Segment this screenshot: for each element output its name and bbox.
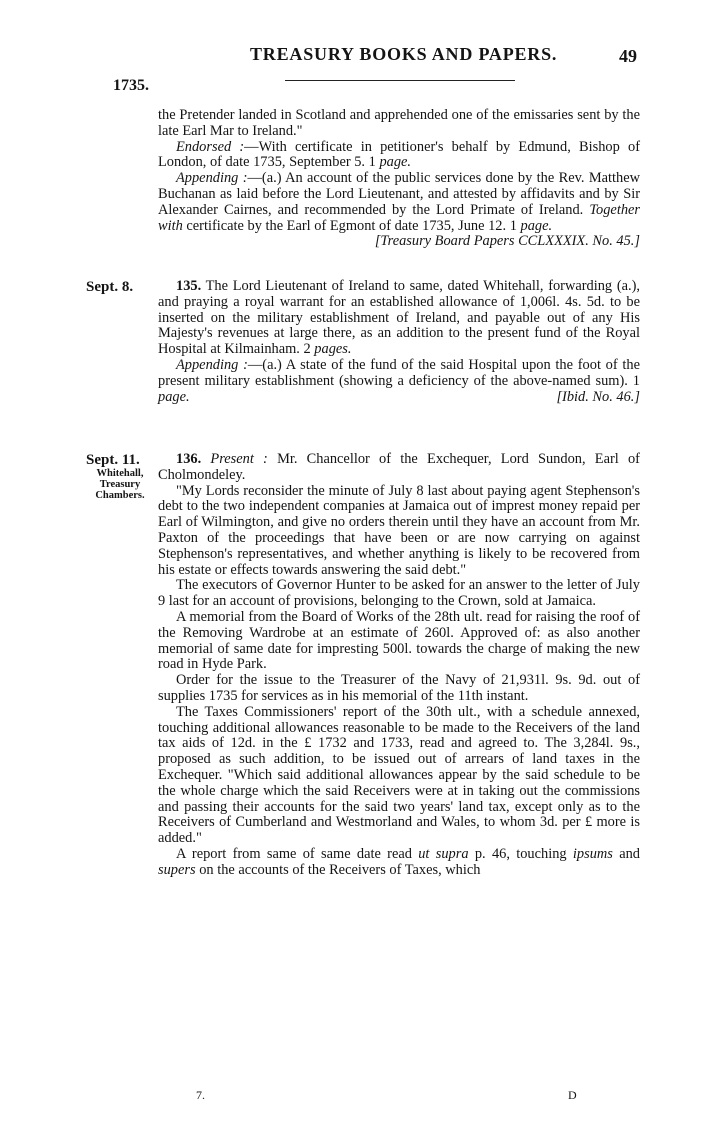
continuation-paragraph: the Pretender landed in Scotland and apprehended one of the emissaries sent by the late Earl Mar to Ireland." (158, 107, 640, 139)
appending-text-135: —(a.) A state of the fund of the said Hospital upon the foot of the present military establishment (showing a deficiency of the above-named sum). 1 (158, 356, 640, 389)
ipsums: ipsums (572, 845, 613, 862)
margin-date-sept-11: Sept. 11. (86, 452, 140, 468)
header-rule (285, 80, 515, 81)
entry-135-appending (158, 358, 640, 405)
appending-text-a: —(a.) An account of the public services done by the Rev. Matthew Buchanan as laid before the Lord Lieutenant, and attested by affidavits and by Sir Alexander Cairnes, and recommended by the Lord Primate of Ireland. (158, 170, 640, 218)
margin-year: 1735. (113, 77, 149, 94)
minute-hunter: The executors of Governor Hunter to be asked for an answer to the letter of July 9 last for an account of provisions, belonging to the Crown, sold at Jamaica. (158, 577, 640, 610)
margin-date-sept-8: Sept. 8. (86, 279, 134, 295)
minute-stephenson: "My Lords reconsider the minute of July 8 last about paying agent Stephenson's debt to the two independent companies at Jamaica out of imprest money repaid per Earl of Wilmington, and give no orders therein until they have an account from Mr. Paxton of the proceedings that have been or are now carrying on against Stephenson's representatives, and whether anything is likely to be recovered from his estate or effects towards answering the said debt." (158, 482, 640, 578)
signature-mark-right: D (568, 1088, 577, 1102)
minute-navy-order: Order for the issue to the Treasurer of the Navy of 21,931l. 9s. 9d. out of supplies 1735 for services as in his memorial of the 11th instant. (158, 672, 640, 704)
entry-136-present (158, 452, 640, 484)
entry-135 (158, 279, 640, 405)
report-text-a: A report from same of same date read (176, 845, 412, 862)
endorsed-page: page. (379, 154, 412, 171)
entry-number-135: 135. (176, 278, 202, 294)
entry-135-pages: pages. (314, 341, 352, 358)
together-with: Together with (158, 201, 640, 234)
present-label: Present : (210, 451, 268, 467)
entry-continuation (158, 108, 640, 250)
margin-place-line-2: Treasury (99, 479, 141, 490)
ut-supra: ut supra (418, 845, 469, 862)
entry-136 (158, 452, 640, 879)
report-text-b: p. 46, touching (474, 845, 567, 862)
page-number: 49 (619, 46, 637, 66)
present-text: Mr. Chancellor of the Exchequer, Lord Sundon, Earl of Cholmondeley. (158, 451, 640, 483)
minute-taxes-report: The Taxes Commissioners' report of the 30th ult., with a schedule annexed, touching additional allowances reasonable to be made to the Receivers of the land tax aids of 12d. in the £ 1732 and 1733, read and agreed to. The 3,284l. 9s., proposed as such addition, to be issued out of arrears of land taxes in the Exchequer. "Which said additional allowances appear by the said schedule to be the whole charge which the said Receivers were at in taking out the commissions and passing their accounts for the said two years' land tax, except only as to the Receivers of Cumberland and Westmorland and Wales, to whom 3d. per £ more is added." (158, 703, 640, 847)
margin-place-line-1: Whitehall, (96, 468, 144, 479)
entry-135-paragraph (158, 279, 640, 358)
report-and: and (619, 845, 640, 862)
report-text-c: on the accounts of the Receivers of Taxes, which (199, 861, 481, 878)
minute-board-of-works: A memorial from the Board of Works of the 28th ult. read for raising the roof of the Removing Wardrobe at an estimate of 260l. Approved of: as also another memorial of same date for impresting 500l. towards the charge of making the new road in Hyde Park. (158, 608, 640, 673)
appending-label-135: Appending : (176, 356, 248, 373)
reference-45: [Treasury Board Papers CCLXXXIX. No. 45.] (374, 233, 640, 250)
signature-mark-left: 7. (196, 1088, 205, 1102)
running-title: TREASURY BOOKS AND PAPERS. (250, 44, 558, 64)
entry-135-text: The Lord Lieutenant of Ireland to same, dated Whitehall, forwarding (a.), and praying a royal warrant for an established allowance of 1,006l. 4s. 5d. to be inserted on the military establishment of Ireland, and payable out of any His Majesty's revenues at large there, as an addition to the present fund of the Royal Hospital at Kilmainham. 2 (158, 278, 640, 358)
minute-ipsums-report (158, 847, 640, 879)
endorsed-text: —With certificate in petitioner's behalf by Edmund, Bishop of London, of date 1735, September 5. 1 (158, 138, 640, 171)
endorsed-label: Endorsed : (176, 138, 245, 155)
appending-label: Appending : (176, 170, 248, 187)
reference-46: [Ibid. No. 46.] (556, 388, 640, 405)
margin-place-line-3: Chambers. (95, 490, 145, 501)
appending-page-135: page. (158, 388, 190, 405)
entry-number-136: 136. (176, 451, 202, 467)
appending-text-b: certificate by the Earl of Egmont of date 1735, June 12. 1 (186, 217, 517, 234)
appending-paragraph (158, 171, 640, 234)
supers: supers (158, 861, 196, 878)
appending-page: page. (520, 217, 553, 234)
endorsed-paragraph (158, 140, 640, 172)
